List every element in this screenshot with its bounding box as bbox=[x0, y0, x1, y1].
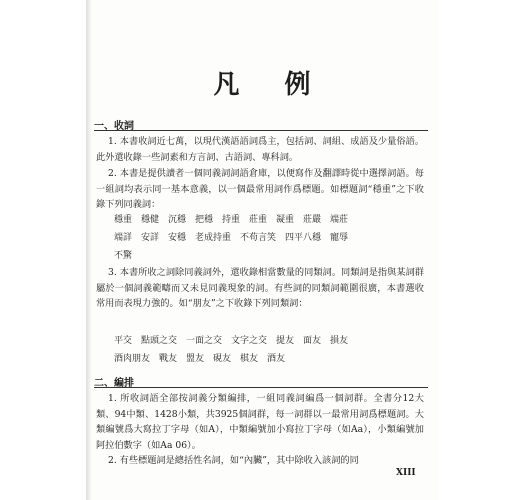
section-rule bbox=[94, 130, 428, 131]
paragraph-2: 2. 本書是提供讀者一個同義詞詞語倉庫，以便寫作及翻譯時從中選擇詞語。每一組詞均表示同一基本意義，以一個最常用詞作爲標題。如標題詞“穩重”之下收錄下列同義詞： bbox=[96, 168, 424, 211]
paragraph-3: 3. 本書所收之詞除同義詞外，還收錄相當數量的同類詞。同類詞是指與某詞群屬於一個詞義範疇而又未見同義現象的詞。有些詞的同類詞範圍很廣，本書選收常用而表現力強的。如“朋友”之下收錄下列同類詞： bbox=[96, 267, 424, 310]
related-word-list-line: 平交 點頭之交 一面之交 文字之交 提友 面友 損友 bbox=[114, 336, 349, 346]
related-word-list-line: 酒肉朋友 戰友 盟友 硯友 棋友 酒友 bbox=[114, 354, 286, 364]
section-rule bbox=[94, 387, 428, 388]
section-heading-bianpai: 二、編排 bbox=[94, 378, 134, 389]
synonym-list-line: 不驚 bbox=[114, 251, 133, 261]
page-number: XIII bbox=[396, 468, 416, 478]
synonym-list-line: 穩重 穩健 沉穩 把穩 持重 莊重 凝重 莊嚴 端莊 bbox=[114, 215, 349, 225]
paragraph-5: 2. 有些標題詞是總括性名詞，如“內臟”，其中除收入該詞的同 bbox=[108, 455, 359, 466]
page-title: 凡 例 bbox=[213, 70, 329, 100]
paragraph-4: 1. 所收詞語全部按詞義分類編排，一組同義詞編爲一個詞群。全書分12大類、94中類、1428小類，共3925個詞群，每一詞群以一最常用詞爲標題詞。大類編號爲大寫拉丁字母（如A），中類編號加小寫拉丁字母（如Aa），小類編號加阿拉伯數字（如Aa 06）。 bbox=[96, 393, 424, 451]
paragraph-1: 1. 本書收詞近七萬，以現代漢語語詞爲主，包括詞、詞組、成語及少量俗語。此外還收錄一些詞素和方言詞、古語詞、專科詞。 bbox=[96, 136, 424, 163]
synonym-list-line: 端詳 安詳 安穩 老成持重 不苟言笑 四平八穩 寵辱 bbox=[114, 233, 349, 243]
section-heading-shouci: 一、收詞 bbox=[94, 121, 134, 132]
